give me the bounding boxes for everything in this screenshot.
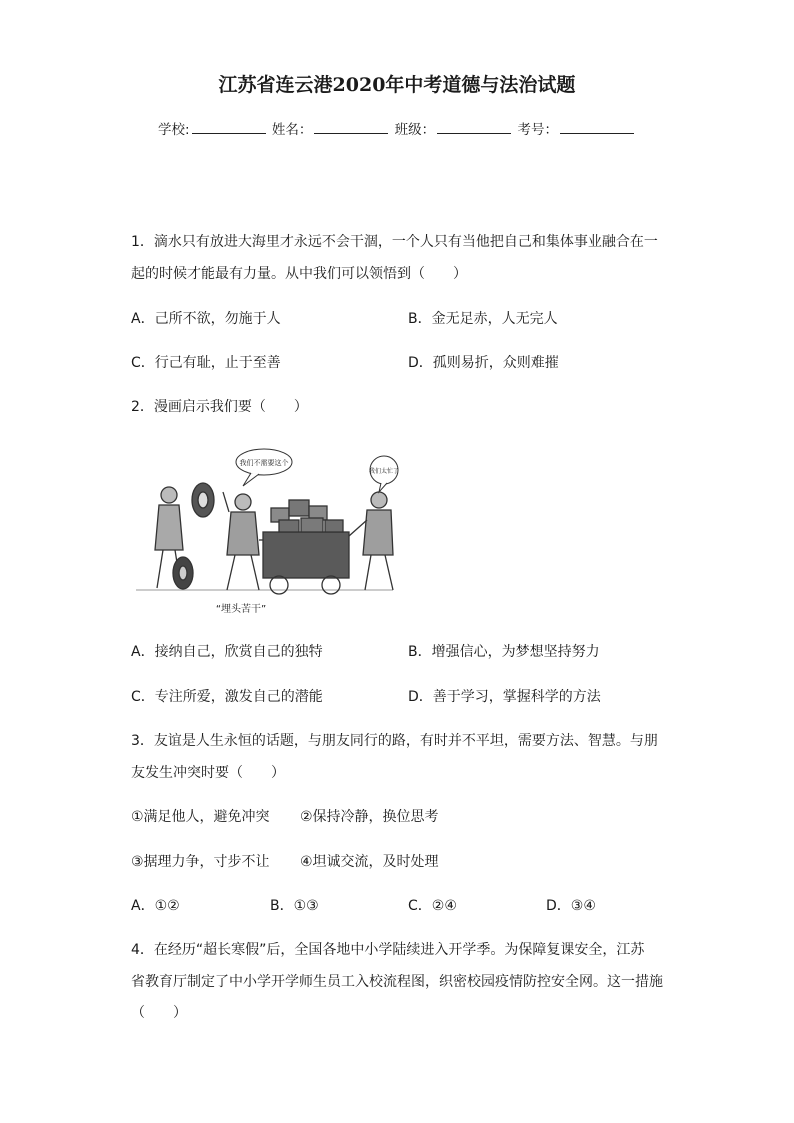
class-label: 班级： bbox=[394, 122, 436, 138]
q3-option-d: D．③④ bbox=[546, 898, 596, 914]
q3-statement-2: ②保持冷静，换位思考 bbox=[300, 809, 439, 825]
bubble-left-text: 我们不需要这个 bbox=[239, 459, 289, 467]
school-blank[interactable] bbox=[192, 121, 266, 134]
q1-option-a: A．己所不欲，勿施于人 bbox=[131, 311, 281, 327]
school-label: 学校: bbox=[158, 122, 190, 138]
q1-stem-line2: 起的时候才能最有力量。从中我们可以领悟到（ ） bbox=[131, 266, 467, 282]
caveman-left bbox=[155, 483, 214, 589]
exam-number-blank[interactable] bbox=[560, 121, 634, 134]
q3-stem-line2: 友发生冲突时要（ ） bbox=[131, 765, 285, 781]
q3-stem-line1: 3．友谊是人生永恒的话题，与朋友同行的路，有时并不平坦，需要方法、智慧。与朋 bbox=[131, 733, 658, 749]
exam-title: 江苏省连云港2020年中考道德与法治试题 bbox=[218, 74, 576, 96]
q1-option-d: D．孤则易折，众则难摧 bbox=[408, 355, 559, 371]
q2-stem: 2．漫画启示我们要（ ） bbox=[131, 399, 308, 415]
q1-option-c: C．行己有耻，止于至善 bbox=[131, 355, 281, 371]
class-blank[interactable] bbox=[437, 121, 511, 134]
exam-number-label: 考号： bbox=[517, 122, 558, 138]
q3-option-b: B．①③ bbox=[270, 898, 319, 914]
q4-stem-line3: （ ） bbox=[131, 1005, 187, 1021]
q4-stem-line1: 4．在经历“超长寒假”后，全国各地中小学陆续进入开学季。为保障复课安全，江苏 bbox=[131, 942, 645, 958]
name-blank[interactable] bbox=[314, 121, 388, 134]
cart-with-stones bbox=[259, 500, 349, 594]
q1-option-b: B．金无足赤，人无完人 bbox=[408, 311, 558, 327]
caveman-right bbox=[349, 492, 393, 590]
q2-option-a: A．接纳自己，欣赏自己的独特 bbox=[131, 644, 323, 660]
caveman-middle bbox=[223, 492, 259, 590]
bubble-right-text: 我们太忙了 bbox=[368, 468, 399, 475]
q3-option-a: A．①② bbox=[131, 898, 180, 914]
cartoon-illustration bbox=[131, 440, 399, 618]
student-info-line bbox=[0, 118, 794, 138]
q1-stem-line1: 1．滴水只有放进大海里才永远不会干涸，一个人只有当他把自己和集体事业融合在一 bbox=[131, 234, 658, 250]
q2-option-d: D．善于学习，掌握科学的方法 bbox=[408, 689, 601, 705]
q3-statement-3: ③据理力争，寸步不让 bbox=[131, 854, 270, 870]
q2-option-c: C．专注所爱，激发自己的潜能 bbox=[131, 689, 323, 705]
q3-statement-4: ④坦诚交流，及时处理 bbox=[300, 854, 439, 870]
q2-option-b: B．增强信心，为梦想坚持努力 bbox=[408, 644, 600, 660]
q4-stem-line2: 省教育厅制定了中小学开学师生员工入校流程图，织密校园疫情防控安全网。这一措施 bbox=[131, 974, 663, 990]
q3-statement-1: ①满足他人，避免冲突 bbox=[131, 809, 270, 825]
cartoon-caption: “埋头苦干” bbox=[215, 604, 267, 615]
name-label: 姓名： bbox=[271, 122, 313, 138]
q3-option-c: C．②④ bbox=[408, 898, 457, 914]
